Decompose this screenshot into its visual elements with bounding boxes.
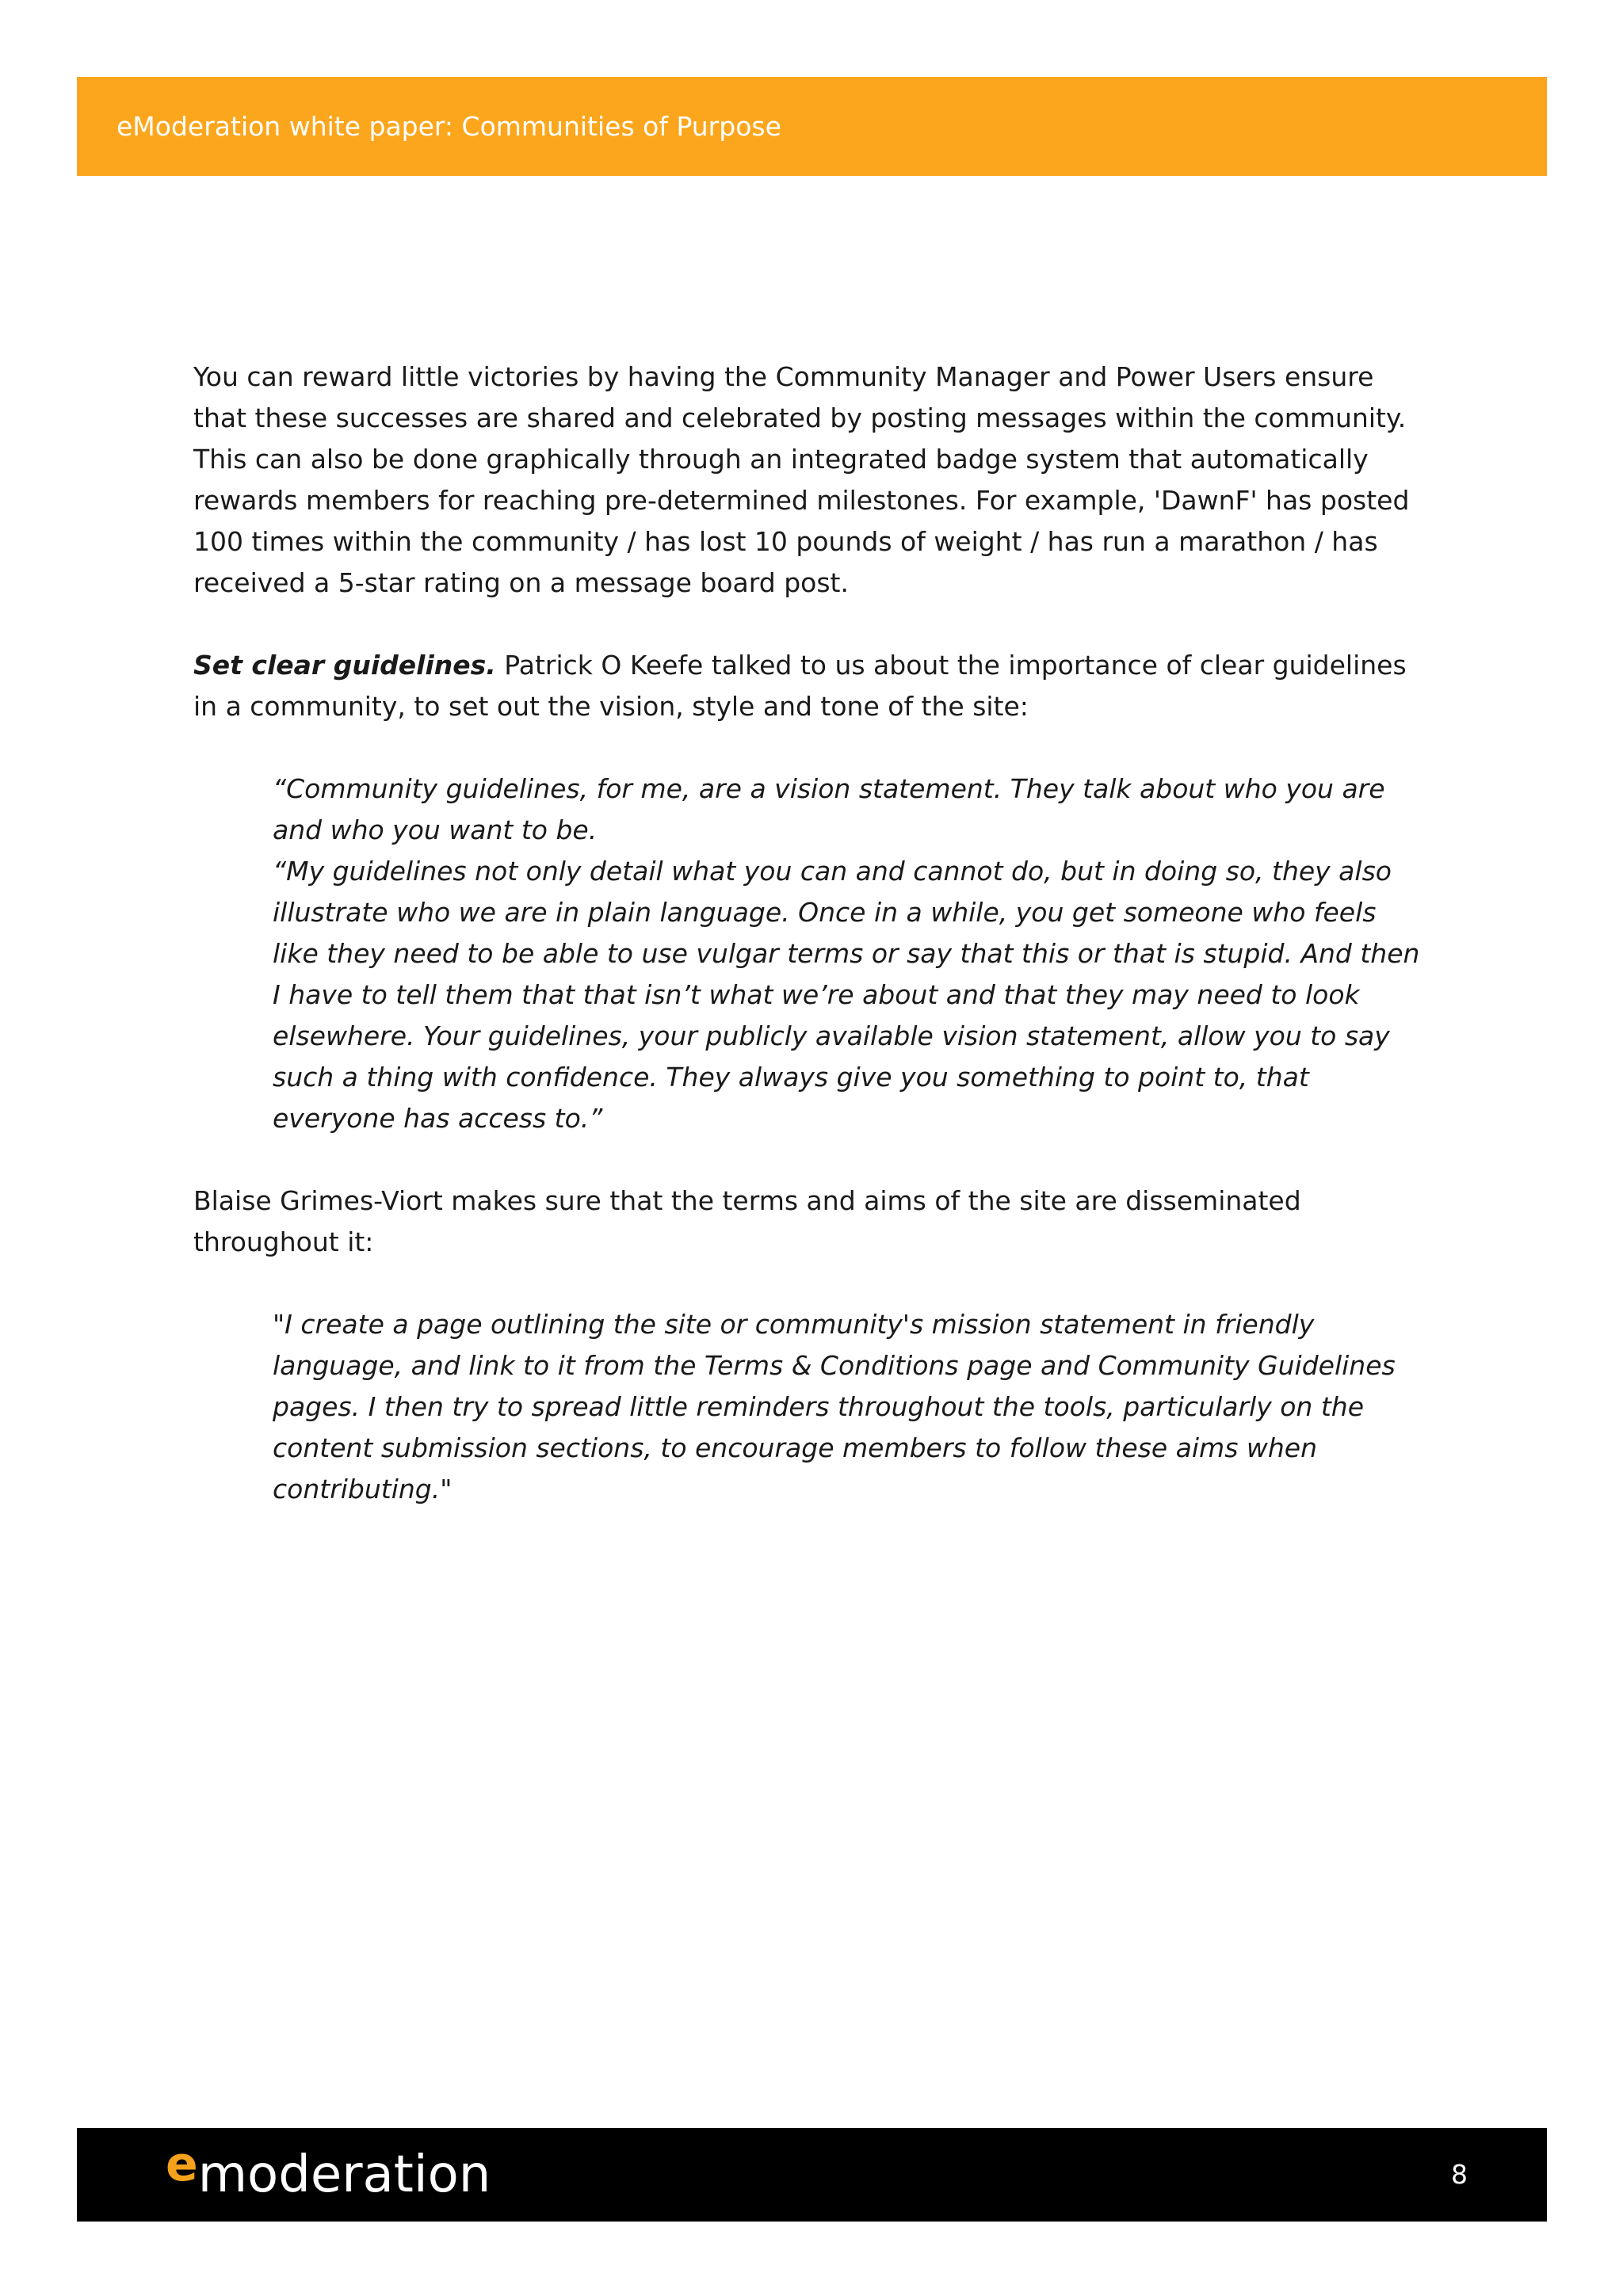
logo-text: moderation (197, 2145, 491, 2204)
page-number: 8 (1451, 2159, 1468, 2190)
logo-e: e (166, 2137, 198, 2192)
guidelines-text: Patrick O Keefe talked to us about the importance of clear guidelines in a community, to set out the vision, style and tone of the site: (193, 650, 1407, 722)
paragraph-rewards: You can reward little victories by having the Community Manager and Power Users ensure that these successes are shared and celebrated by posting messages within the community. This can also be done graphically through an integrated badge system that automatically rewards members for reaching pre-determined milestones. For example, 'DawnF' has posted 100 times within the community / has lost 10 pounds of weight / has run a marathon / has received a 5-star rating on a message board post. (193, 361, 1410, 598)
paragraph-guidelines (193, 645, 1430, 727)
quote-okeefe-part1: “Community guidelines, for me, are a vision statement. They talk about who you are and who you want to be. (273, 773, 1385, 845)
footer-band (77, 2128, 1547, 2222)
header-title: eModeration white paper: Communities of Purpose (116, 111, 781, 142)
header-band (77, 77, 1547, 176)
paragraph-grimes-viort: Blaise Grimes-Viort makes sure that the terms and aims of the site are disseminated throughout it: (193, 1185, 1301, 1257)
guidelines-lead: Set clear guidelines. (193, 650, 496, 681)
quote-grimes-viort: "I create a page outlining the site or community's mission statement in friendly language, and link to it from the Terms & Conditions page and Community Guidelines pages. I then try to spread little reminders throughout the tools, particularly on the content submission sections, to encourage members to follow these aims when contributing." (273, 1309, 1396, 1505)
quote-okeefe-part2: “My guidelines not only detail what you can and cannot do, but in doing so, they also illustrate who we are in plain language. Once in a while, you get someone who feels like they need to be able to use vulgar terms or say that this or that is stupid. And then I have to tell them that that isn’t what we’re about and that they may need to look elsewhere. Your guidelines, your publicly available vision statement, allow you to say such a thing with confidence. They always give you something to point to, that everyone has access to.” (273, 856, 1420, 1134)
document-body (193, 357, 1430, 1510)
emoderation-logo (166, 2128, 491, 2222)
